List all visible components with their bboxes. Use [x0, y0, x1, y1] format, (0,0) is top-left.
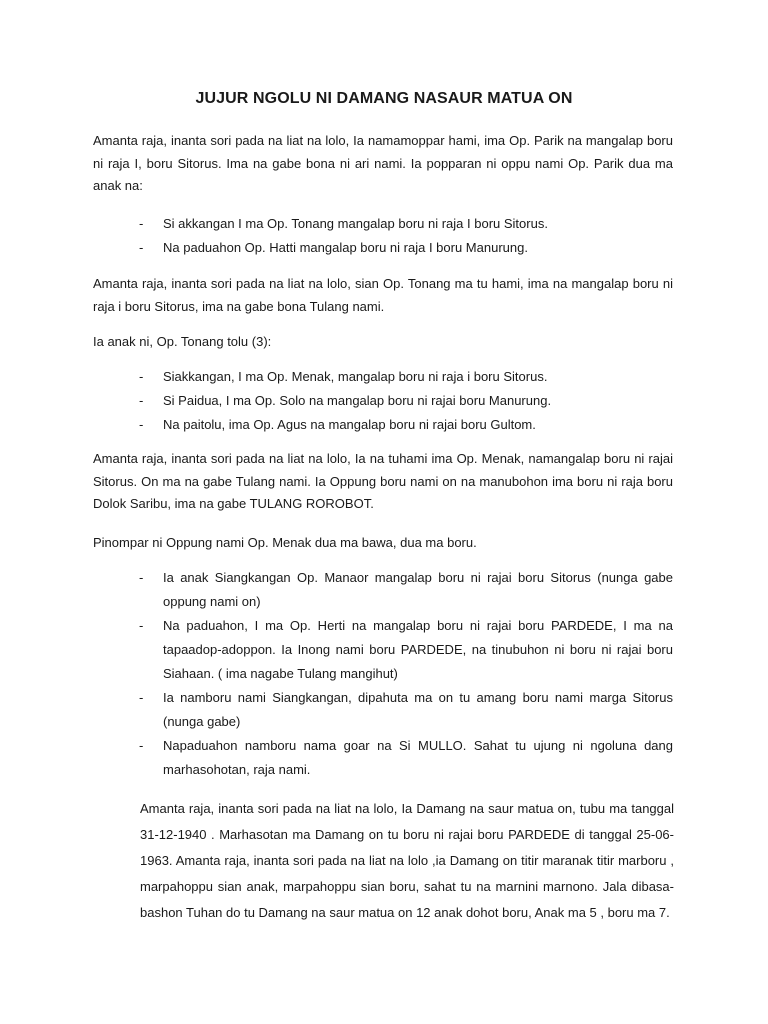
- document-title: JUJUR NGOLU NI DAMANG NASAUR MATUA ON: [195, 90, 573, 107]
- list-item: [93, 734, 673, 782]
- list-pinompar-op-menak: [93, 566, 673, 782]
- list-item-text: Si akkangan I ma Op. Tonang mangalap boru ni raja I boru Sitorus.: [163, 216, 548, 231]
- list-children-op-tonang: [93, 365, 673, 437]
- list-item: [93, 686, 673, 734]
- paragraph-op-menak: Amanta raja, inanta sori pada na liat na lolo, Ia na tuhami ima Op. Menak, namangalap boru ni rajai Sitorus. On ma na gabe Tulang nami. Ia Oppung boru nami on na manubohon ima boru ni raja boru Dolok Saribu, ima na gabe TULANG ROROBOT.: [93, 451, 673, 511]
- list-item-text: Na paduahon, I ma Op. Herti na mangalap boru ni rajai boru PARDEDE, I ma na tapaadop-adoppon. Ia Inong nami boru PARDEDE, na tinubuhon ni boru ni rajai boru Siahaan. ( ima nagabe Tulang mangihut): [163, 618, 673, 681]
- list-item: [93, 389, 673, 413]
- list-item-text: Si Paidua, I ma Op. Solo na mangalap boru ni rajai boru Manurung.: [163, 393, 552, 408]
- list-item-text: Na paduahon Op. Hatti mangalap boru ni raja I boru Manurung.: [163, 240, 528, 255]
- list-item: [93, 413, 673, 437]
- list-item-text: Napaduahon namboru nama goar na Si MULLO. Sahat tu ujung ni ngoluna dang marhasohotan, raja nami.: [163, 738, 673, 777]
- list-bullet: -: [139, 690, 144, 705]
- list-item: [93, 566, 673, 614]
- list-bullet: -: [139, 393, 144, 408]
- list-item: [93, 236, 673, 260]
- list-item: [93, 614, 673, 686]
- list-bullet: -: [139, 417, 144, 432]
- list-bullet: -: [139, 570, 144, 585]
- list-bullet: -: [139, 216, 144, 231]
- list-item-text: Na paitolu, ima Op. Agus na mangalap boru ni rajai boru Gultom.: [163, 417, 536, 432]
- list-bullet: -: [139, 369, 144, 384]
- list-item-text: Ia anak Siangkangan Op. Manaor mangalap boru ni rajai boru Sitorus (nunga gabe oppung nami on): [163, 570, 673, 609]
- list-item: [93, 365, 673, 389]
- paragraph-intro: Amanta raja, inanta sori pada na liat na lolo, Ia namamoppar hami, ima Op. Parik na mangalap boru ni raja I, boru Sitorus. Ima na gabe bona ni ari nami. Ia popparan ni oppu nami Op. Parik dua ma anak na:: [93, 133, 673, 193]
- list-item: [93, 212, 673, 236]
- paragraph-pinompar: Pinompar ni Oppung nami Op. Menak dua ma bawa, dua ma boru.: [93, 535, 477, 550]
- list-bullet: -: [139, 618, 144, 633]
- paragraph-op-tonang: Amanta raja, inanta sori pada na liat na lolo, sian Op. Tonang ma tu hami, ima na mangalap boru ni raja i boru Sitorus, ima na gabe bona Tulang nami.: [93, 276, 673, 314]
- list-bullet: -: [139, 738, 144, 753]
- paragraph-damang-saur-matua: Amanta raja, inanta sori pada na liat na lolo, Ia Damang na saur matua on, tubu ma tanggal 31-12-1940 . Marhasotan ma Damang on tu boru ni rajai boru PARDEDE di tanggal 25-06-1963. Amanta raja, inanta sori pada na liat na lolo ,ia Damang on titir maranak titir marboru , marpahoppu sian anak, marpahoppu sian boru, sahat tu na marnini marnono. Jala dibasa-bashon Tuhan do tu Damang na saur matua on 12 anak dohot boru, Anak ma 5 , boru ma 7.: [140, 801, 674, 920]
- list-bullet: -: [139, 240, 144, 255]
- paragraph-anak-op-tonang: Ia anak ni, Op. Tonang tolu (3):: [93, 334, 272, 349]
- list-children-op-parik: [93, 212, 673, 260]
- list-item-text: Ia namboru nami Siangkangan, dipahuta ma on tu amang boru nami marga Sitorus (nunga gabe): [163, 690, 673, 729]
- list-item-text: Siakkangan, I ma Op. Menak, mangalap boru ni raja i boru Sitorus.: [163, 369, 548, 384]
